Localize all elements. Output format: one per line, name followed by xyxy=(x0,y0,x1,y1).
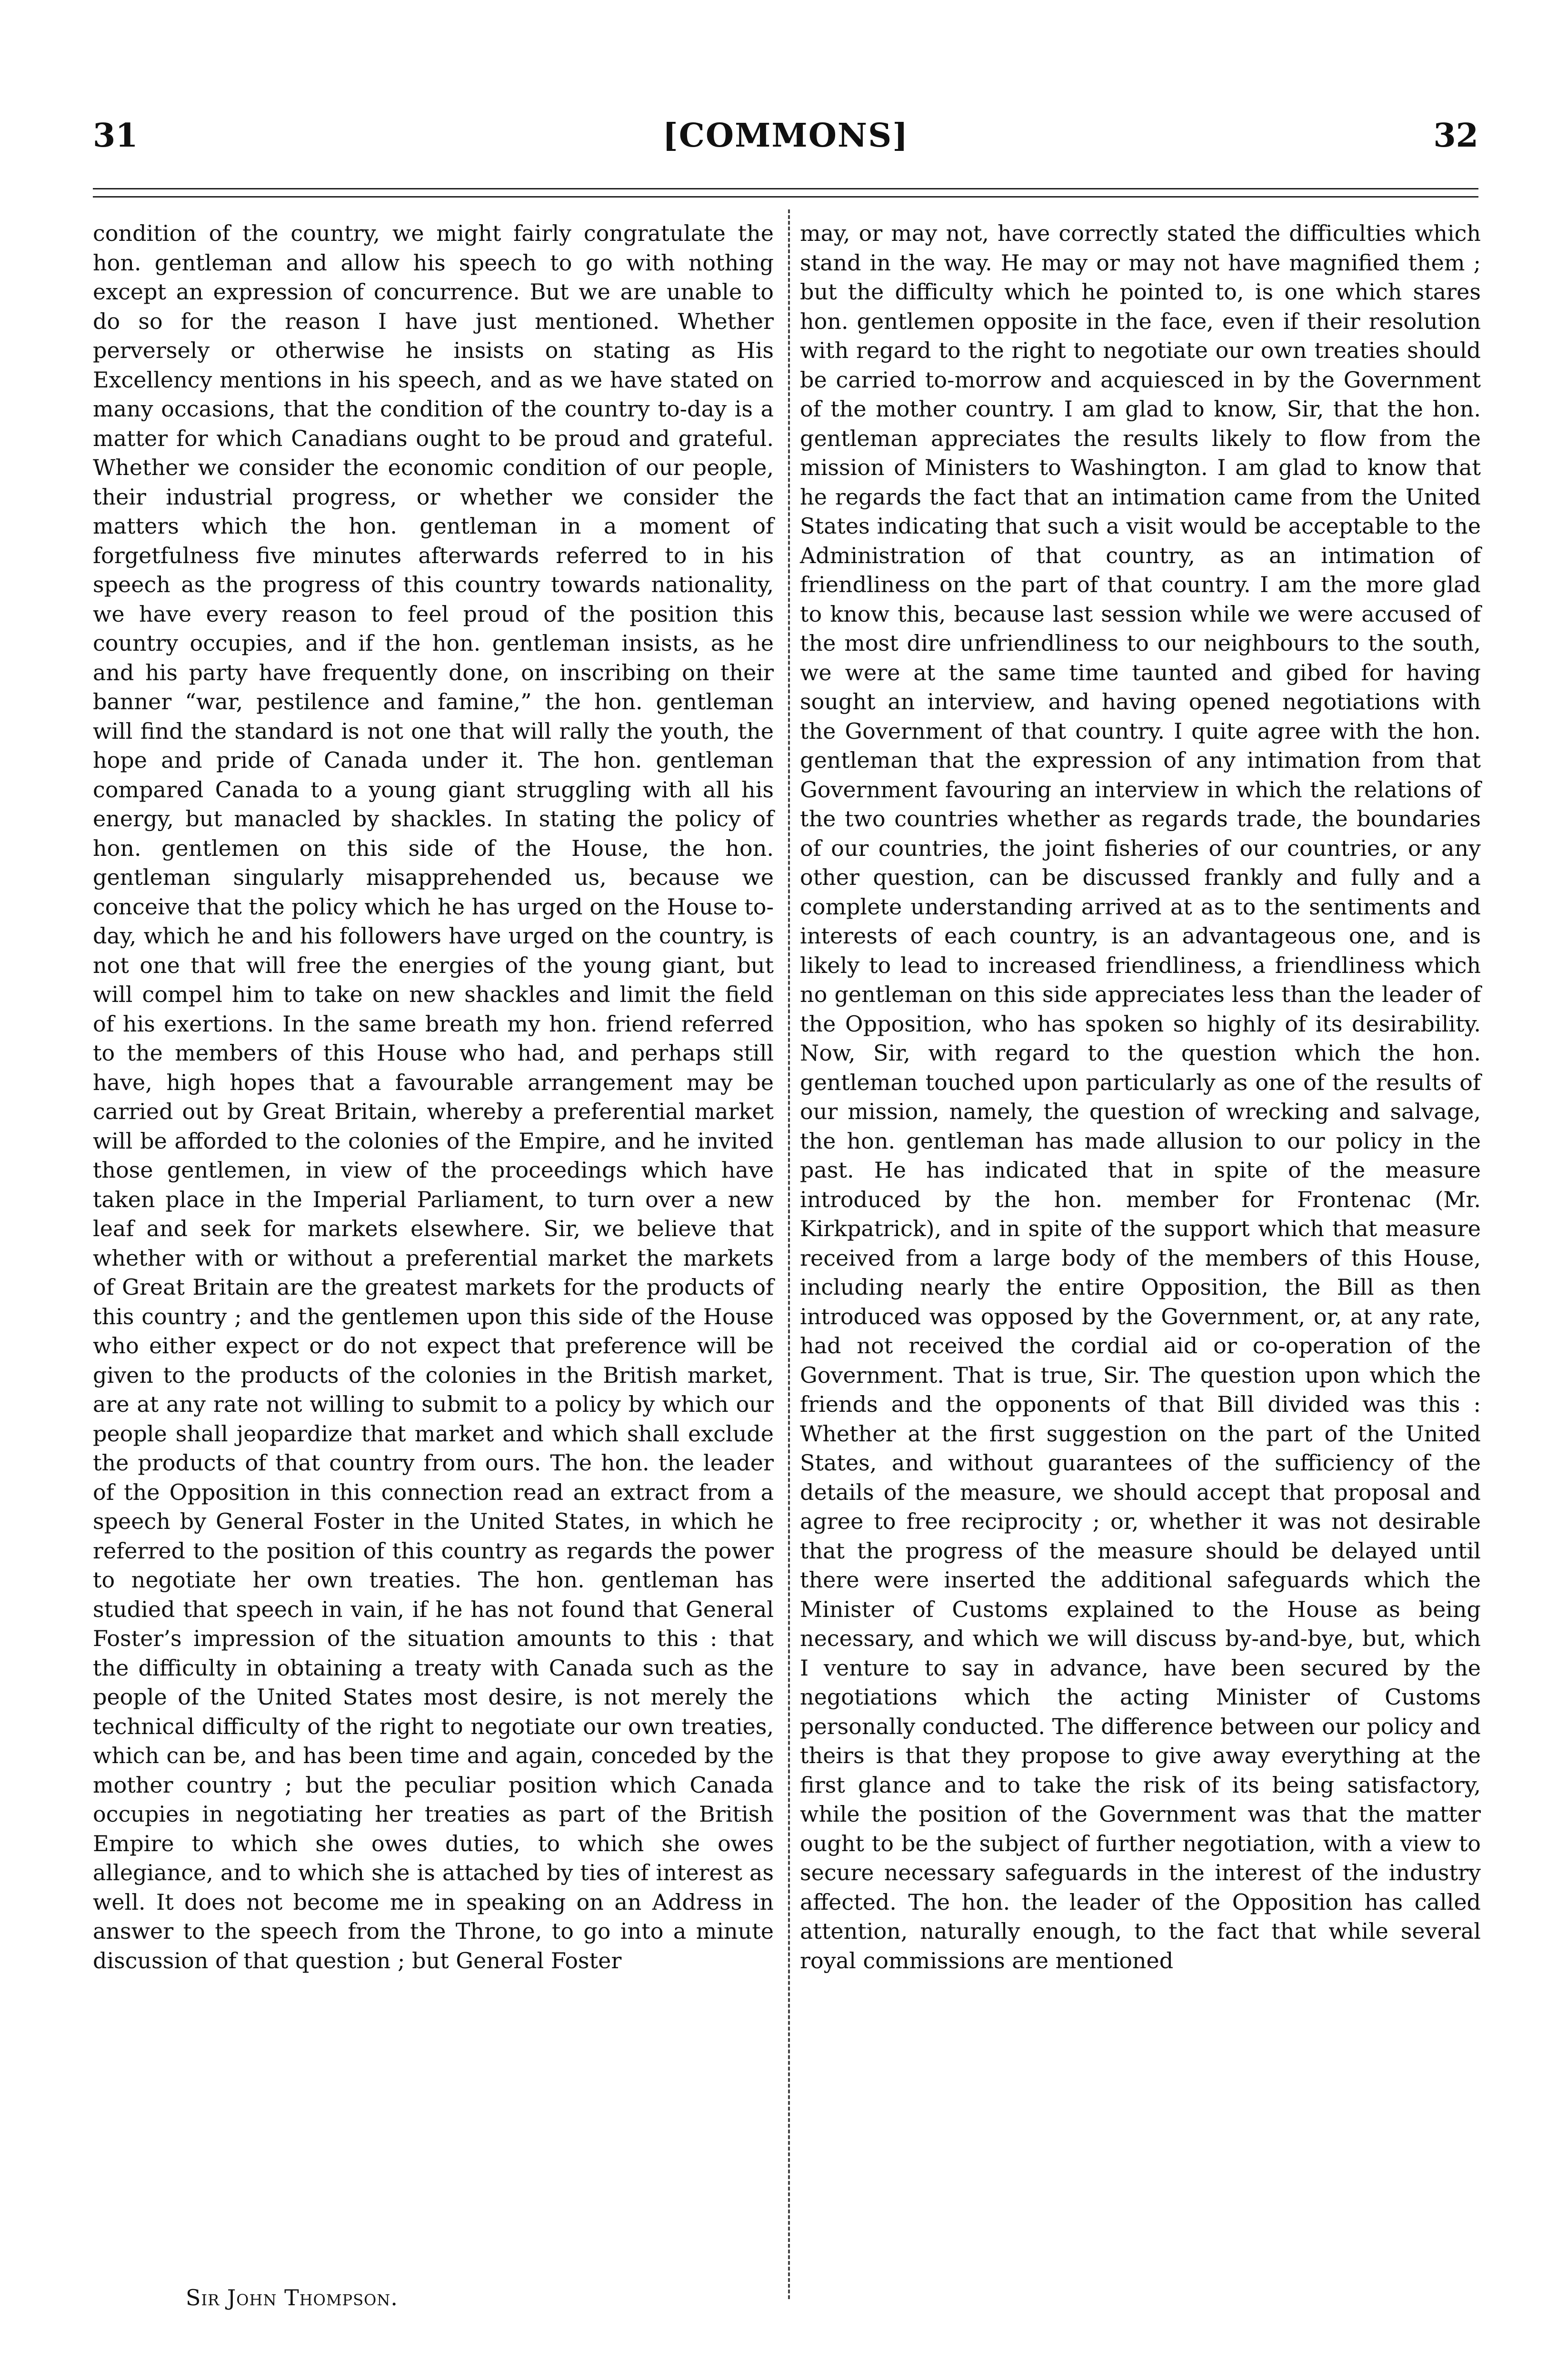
page-number-left: 31 xyxy=(93,117,138,155)
page-title: [COMMONS] xyxy=(662,117,909,155)
right-column xyxy=(800,219,1481,1975)
left-column-text: condition of the country, we might fairly congratulate the hon. gentleman and allow his speech to go with nothing except an expression of concurrence. But we are unable to do so for the reason I have just mentioned. Whether perversely or otherwise he insists on stating as His Excellency mentions in his speech, and as we have stated on many occasions, that the condition of the country to-day is a matter for which Canadians ought to be proud and grateful. Whether we consider the economic condition of our people, their industrial progress, or whether we consider the matters which the hon. gentleman in a moment of forgetfulness five minutes afterwards referred to in his speech as the progress of this country towards nationality, we have every reason to feel proud of the position this country occupies, and if the hon. gentleman insists, as he and his party have frequently done, on inscribing on their banner “war, pestilence and famine,” the hon. gentleman will find the standard is not one that will rally the youth, the hope and pride of Canada under it. The hon. gentleman compared Canada to a young giant struggling with all his energy, but manacled by shackles. In stating the policy of hon. gentlemen on this side of the House, the hon. gentleman singularly misapprehended us, because we conceive that the policy which he has urged on the House to-day, which he and his followers have urged on the country, is not one that will free the energies of the young giant, but will compel him to take on new shackles and limit the field of his exertions. In the same breath my hon. friend referred to the members of this House who had, and perhaps still have, high hopes that a favourable arrangement may be carried out by Great Britain, whereby a preferential market will be afforded to the colonies of the Empire, and he invited those gentlemen, in view of the proceedings which have taken place in the Imperial Parliament, to turn over a new leaf and seek for markets elsewhere. Sir, we believe that whether with or without a preferential market the markets of Great Britain are the greatest markets for the products of this country ; and the gentlemen upon this side of the House who either expect or do not expect that preference will be given to the products of the colonies in the British market, are at any rate not willing to submit to a policy by which our people shall jeopardize that market and which shall exclude the products of that country from ours. The hon. the leader of the Opposition in this connection read an extract from a speech by General Foster in the United States, in which he referred to the position of this country as regards the power to negotiate her own treaties. The hon. gentleman has studied that speech in vain, if he has not found that General Foster’s impression of the situation amounts to this : that the difficulty in obtaining a treaty with Canada such as the people of the United States most desire, is not merely the technical difficulty of the right to negotiate our own treaties, which can be, and has been time and again, conceded by the mother country ; but the peculiar position which Canada occupies in negotiating her treaties as part of the British Empire to which she owes duties, to which she owes allegiance, and to which she is attached by ties of interest as well. It does not become me in speaking on an Address in answer to the speech from the Throne, to go into a minute discussion of that question ; but General Foster xyxy=(93,220,774,1973)
speaker-name: Sir John Thompson. xyxy=(186,2285,398,2311)
left-column xyxy=(93,219,774,1975)
column-divider xyxy=(788,209,790,2299)
header-rule-top xyxy=(93,188,1478,189)
right-column-text: may, or may not, have correctly stated the difficulties which stand in the way. He may or may not have magnified them ; but the difficulty which he pointed to, is one which stares hon. gentlemen opposite in the face, even if their resolution with regard to the right to negotiate our own treaties should be carried to-morrow and acquiesced in by the Government of the mother country. I am glad to know, Sir, that the hon. gentleman appreciates the results likely to flow from the mission of Ministers to Washington. I am glad to know that he regards the fact that an intimation came from the United States indicating that such a visit would be acceptable to the Administration of that country, as an intimation of friendliness on the part of that country. I am the more glad to know this, because last session while we were accused of the most dire unfriendliness to our neighbours to the south, we were at the same time taunted and gibed for having sought an interview, and having opened negotiations with the Government of that country. I quite agree with the hon. gentleman that the expression of any intimation from that Government favouring an interview in which the relations of the two countries whether as regards trade, the boundaries of our countries, the joint fisheries of our countries, or any other question, can be discussed frankly and fully and a complete understanding arrived at as to the sentiments and interests of each country, is an advantageous one, and is likely to lead to increased friendliness, a friendliness which no gentleman on this side appreciates less than the leader of the Opposition, who has spoken so highly of its desirability. Now, Sir, with regard to the question which the hon. gentleman touched upon particularly as one of the results of our mission, namely, the question of wrecking and salvage, the hon. gentleman has made allusion to our policy in the past. He has indicated that in spite of the measure introduced by the hon. member for Frontenac (Mr. Kirkpatrick), and in spite of the support which that measure received from a large body of the members of this House, including nearly the entire Opposition, the Bill as then introduced was opposed by the Government, or, at any rate, had not received the cordial aid or co-operation of the Government. That is true, Sir. The question upon which the friends and the opponents of that Bill divided was this : Whether at the first suggestion on the part of the United States, and without guarantees of the sufficiency of the details of the measure, we should accept that proposal and agree to free reciprocity ; or, whether it was not desirable that the progress of the measure should be delayed until there were inserted the additional safeguards which the Minister of Customs explained to the House as being necessary, and which we will discuss by-and-bye, but, which I venture to say in advance, have been secured by the negotiations which the acting Minister of Customs personally conducted. The difference between our policy and theirs is that they propose to give away everything at the first glance and to take the risk of its being satisfactory, while the position of the Government was that the matter ought to be the subject of further negotiation, with a view to secure necessary safeguards in the interest of the industry affected. The hon. the leader of the Opposition has called attention, naturally enough, to the fact that while several royal commissions are mentioned xyxy=(800,220,1481,1973)
header-rule-bottom xyxy=(93,196,1478,198)
page-header xyxy=(93,107,1478,174)
page-number-right: 32 xyxy=(1433,117,1478,155)
